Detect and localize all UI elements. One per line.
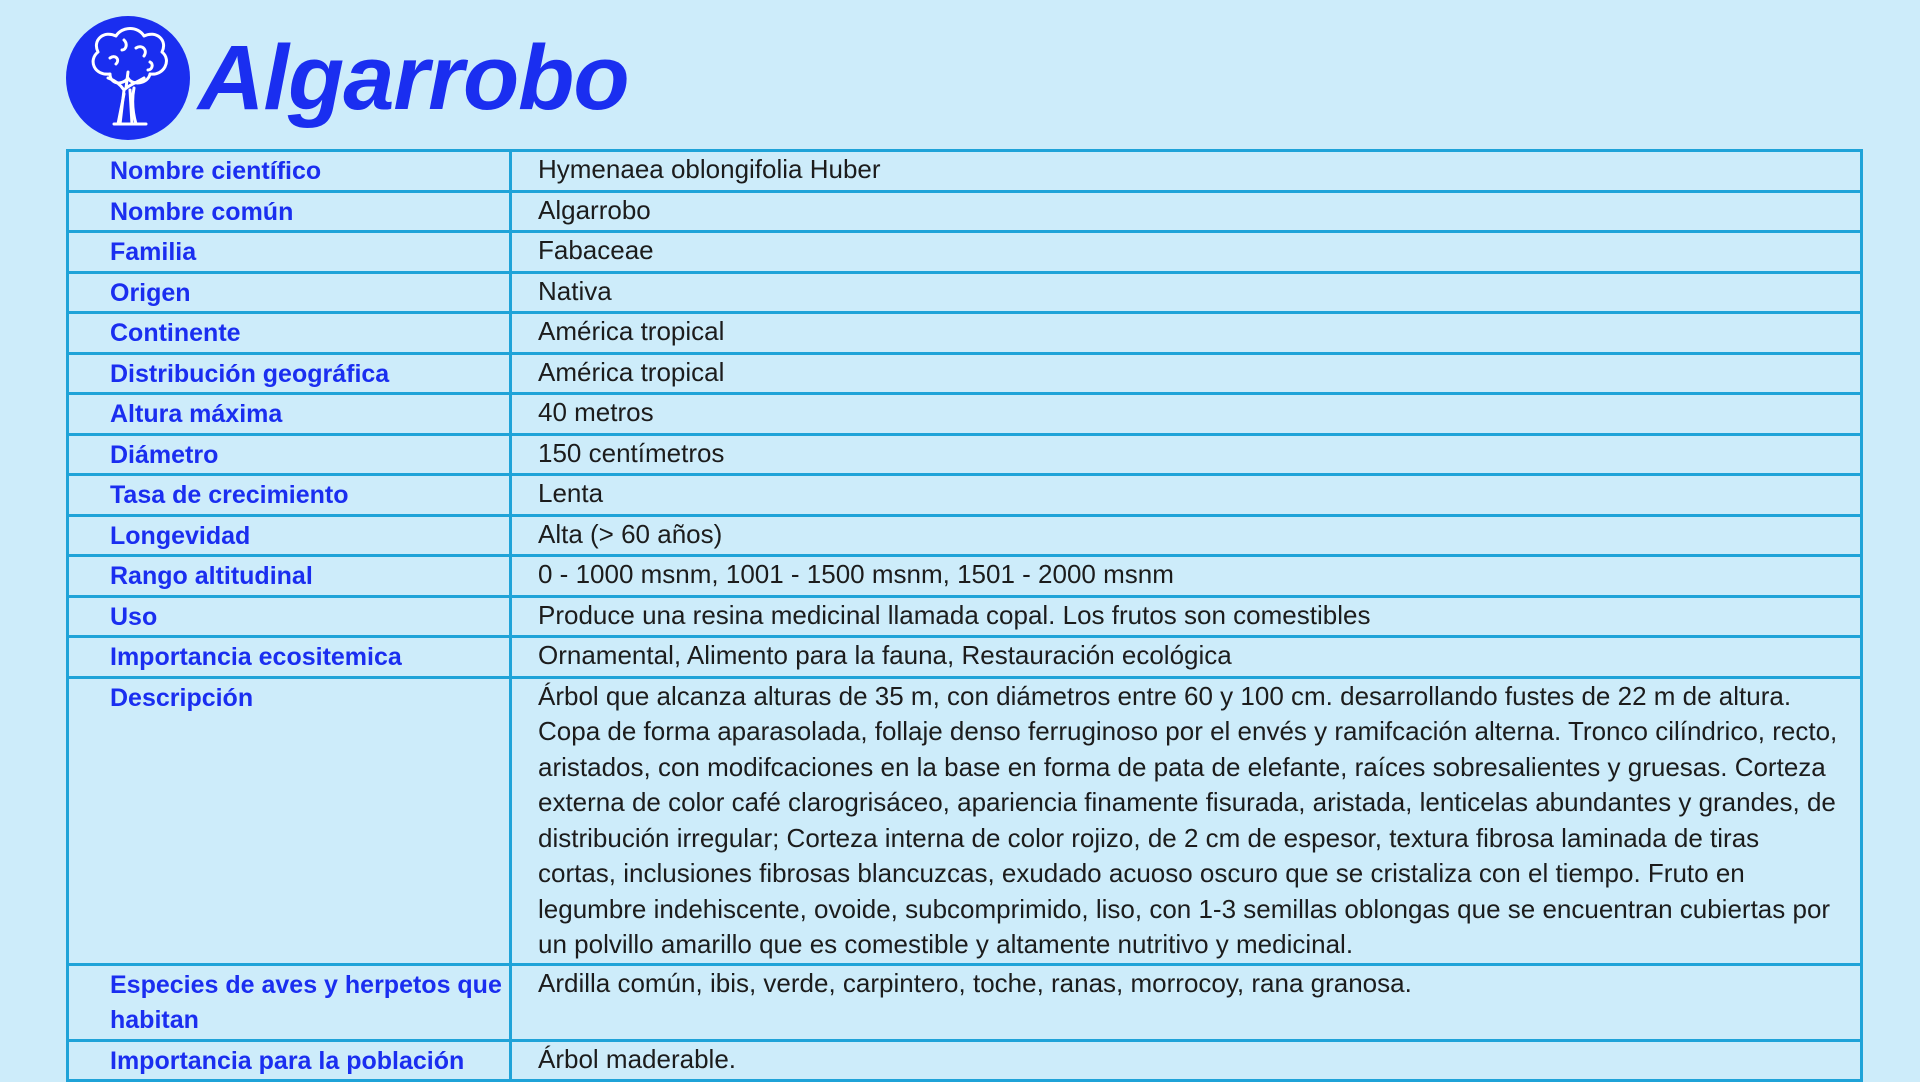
table-row [68, 313, 1862, 354]
row-value: Algarrobo [511, 191, 1862, 232]
table-row [68, 596, 1862, 637]
table-row [68, 394, 1862, 435]
row-label: Altura máxima [68, 394, 511, 435]
page-title: Algarrobo [198, 27, 629, 129]
row-label: Familia [68, 232, 511, 273]
row-value: 150 centímetros [511, 434, 1862, 475]
row-label: Continente [68, 313, 511, 354]
row-value: Árbol que alcanza alturas de 35 m, con diámetros entre 60 y 100 cm. desarrollando fustes de 22 m de altura. Copa de forma aparasolada, follaje denso ferruginoso por el envés y ramifcación alterna. Tronco cilíndrico, recto, aristados, con modifcaciones en la base en forma de pata de elefante, raíces sobresalientes y gruesas. Corteza externa de color café clarogrisáceo, apariencia finamente fisurada, aristada, lenticelas abundantes y grandes, de distribución irregular; Corteza interna de color rojizo, de 2 cm de espesor, textura fibrosa laminada de tiras cortas, inclusiones fibrosas blancuzcas, exudado acuoso oscuro que se cristaliza con el tiempo. Fruto en legumbre indehiscente, ovoide, subcomprimido, liso, con 1-3 semillas oblongas que se encuentran cubiertas por un polvillo amarillo que es comestible y altamente nutritivo y medicinal. [511, 677, 1862, 964]
table-row [68, 677, 1862, 964]
row-label: Diámetro [68, 434, 511, 475]
row-value: América tropical [511, 313, 1862, 354]
species-info-table [66, 149, 1863, 1082]
row-label: Nombre común [68, 191, 511, 232]
table-row [68, 191, 1862, 232]
table-row [68, 232, 1862, 273]
table-row [68, 272, 1862, 313]
table-row [68, 353, 1862, 394]
row-label: Descripción [68, 677, 511, 964]
row-value: Alta (> 60 años) [511, 515, 1862, 556]
row-label: Tasa de crecimiento [68, 475, 511, 516]
row-label: Longevidad [68, 515, 511, 556]
row-label: Distribución geográfica [68, 353, 511, 394]
row-label: Nombre científico [68, 151, 511, 192]
table-row [68, 556, 1862, 597]
table-row [68, 964, 1862, 1040]
row-value: América tropical [511, 353, 1862, 394]
row-value: Ardilla común, ibis, verde, carpintero, toche, ranas, morrocoy, rana granosa. [511, 964, 1862, 1040]
table-row [68, 475, 1862, 516]
row-value: Hymenaea oblongifolia Huber [511, 151, 1862, 192]
row-label: Importancia ecositemica [68, 637, 511, 678]
table-row [68, 515, 1862, 556]
table-row [68, 637, 1862, 678]
table-row [68, 434, 1862, 475]
row-label: Origen [68, 272, 511, 313]
row-label: Rango altitudinal [68, 556, 511, 597]
row-value: 0 - 1000 msnm, 1001 - 1500 msnm, 1501 - 2000 msnm [511, 556, 1862, 597]
row-value: Árbol maderable. [511, 1040, 1862, 1081]
table-row [68, 1040, 1862, 1081]
tree-icon [66, 16, 190, 140]
row-label: Importancia para la población [68, 1040, 511, 1081]
page-header [66, 16, 629, 140]
row-value: Lenta [511, 475, 1862, 516]
row-value: Nativa [511, 272, 1862, 313]
row-value: 40 metros [511, 394, 1862, 435]
row-value: Ornamental, Alimento para la fauna, Restauración ecológica [511, 637, 1862, 678]
table-row [68, 151, 1862, 192]
row-label: Especies de aves y herpetos que habitan [68, 964, 511, 1040]
row-value: Fabaceae [511, 232, 1862, 273]
row-value: Produce una resina medicinal llamada copal. Los frutos son comestibles [511, 596, 1862, 637]
row-label: Uso [68, 596, 511, 637]
